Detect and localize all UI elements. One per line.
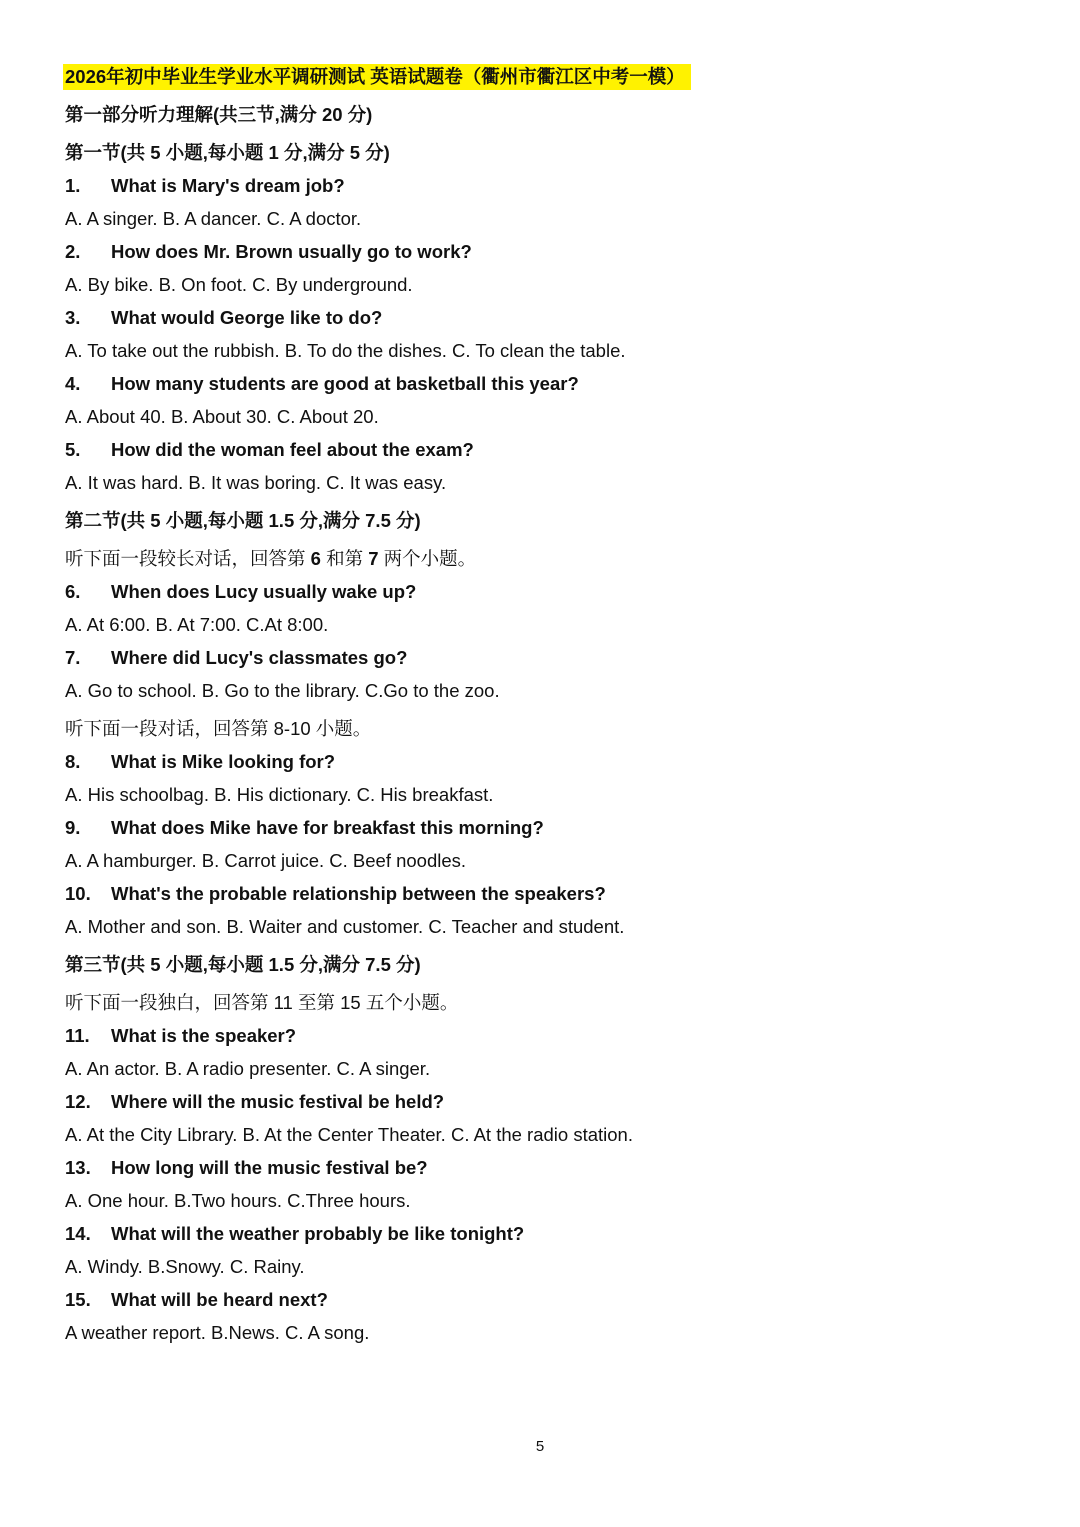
question-4 — [65, 371, 1025, 397]
question-text: What will the weather probably be like tonight? — [111, 1223, 525, 1244]
question-text: What will be heard next? — [111, 1289, 328, 1310]
question-12 — [65, 1089, 1025, 1115]
question-2 — [65, 239, 1025, 265]
question-6-options: A. At 6:00. B. At 7:00. C.At 8:00. — [65, 614, 329, 635]
question-6 — [65, 579, 1025, 605]
question-13 — [65, 1155, 1025, 1181]
question-number: 1. — [65, 175, 81, 196]
question-12-options: A. At the City Library. B. At the Center Theater. C. At the radio station. — [65, 1124, 633, 1145]
question-1-options: A. A singer. B. A dancer. C. A doctor. — [65, 208, 362, 229]
exam-title: 2026年初中毕业生学业水平调研测试 英语试题卷（衢州市衢江区中考一模） — [63, 64, 691, 90]
question-9-options: A. A hamburger. B. Carrot juice. C. Beef noodles. — [65, 850, 467, 871]
question-number: 15. — [65, 1289, 91, 1310]
question-text: What's the probable relationship between the speakers? — [111, 883, 606, 904]
section-2-heading: 第二节(共 5 小题,每小题 1.5 分,满分 7.5 分) — [65, 510, 421, 531]
question-number: 12. — [65, 1091, 91, 1112]
question-number: 14. — [65, 1223, 91, 1244]
part-heading: 第一部分听力理解(共三节,满分 20 分) — [65, 104, 373, 125]
question-3 — [65, 305, 1025, 331]
question-number: 2. — [65, 241, 81, 262]
question-number: 5. — [65, 439, 81, 460]
question-number: 13. — [65, 1157, 91, 1178]
question-text: How many students are good at basketball this year? — [111, 373, 579, 394]
question-text: What is Mike looking for? — [111, 751, 336, 772]
question-11-options: A. An actor. B. A radio presenter. C. A singer. — [65, 1058, 431, 1079]
question-3-options: A. To take out the rubbish. B. To do the dishes. C. To clean the table. — [65, 340, 626, 361]
question-text: Where did Lucy's classmates go? — [111, 647, 408, 668]
question-text: What is Mary's dream job? — [111, 175, 345, 196]
question-number: 9. — [65, 817, 81, 838]
question-number: 4. — [65, 373, 81, 394]
question-7-options: A. Go to school. B. Go to the library. C.Go to the zoo. — [65, 680, 500, 701]
question-number: 7. — [65, 647, 81, 668]
question-8 — [65, 749, 1025, 775]
question-15-options: A weather report. B.News. C. A song. — [65, 1322, 370, 1343]
question-text: Where will the music festival be held? — [111, 1091, 445, 1112]
question-13-options: A. One hour. B.Two hours. C.Three hours. — [65, 1190, 411, 1211]
question-9 — [65, 815, 1025, 841]
question-text: How long will the music festival be? — [111, 1157, 428, 1178]
exam-page — [65, 64, 1025, 1346]
question-7 — [65, 645, 1025, 671]
question-15 — [65, 1287, 1025, 1313]
question-number: 11. — [65, 1025, 90, 1046]
question-text: How does Mr. Brown usually go to work? — [111, 241, 472, 262]
question-2-options: A. By bike. B. On foot. C. By underground. — [65, 274, 413, 295]
question-number: 6. — [65, 581, 81, 602]
question-5 — [65, 437, 1025, 463]
instruction-3: 听下面一段独白，回答第 11 至第 15 五个小题。 — [65, 992, 459, 1013]
section-1-heading: 第一节(共 5 小题,每小题 1 分,满分 5 分) — [65, 142, 390, 163]
section-3-heading: 第三节(共 5 小题,每小题 1.5 分,满分 7.5 分) — [65, 954, 421, 975]
question-number: 3. — [65, 307, 81, 328]
question-8-options: A. His schoolbag. B. His dictionary. C. His breakfast. — [65, 784, 494, 805]
question-4-options: A. About 40. B. About 30. C. About 20. — [65, 406, 379, 427]
question-14 — [65, 1221, 1025, 1247]
question-text: What is the speaker? — [111, 1025, 297, 1046]
question-1 — [65, 173, 1025, 199]
question-5-options: A. It was hard. B. It was boring. C. It was easy. — [65, 472, 447, 493]
question-14-options: A. Windy. B.Snowy. C. Rainy. — [65, 1256, 305, 1277]
question-number: 10. — [65, 883, 91, 904]
question-10 — [65, 881, 1025, 907]
page-number: 5 — [535, 1438, 545, 1455]
question-text: What would George like to do? — [111, 307, 383, 328]
instruction-1: 听下面一段较长对话，回答第 6 和第 7 两个小题。 — [65, 548, 477, 569]
question-text: What does Mike have for breakfast this morning? — [111, 817, 544, 838]
question-number: 8. — [65, 751, 81, 772]
question-11 — [65, 1023, 1025, 1049]
question-text: When does Lucy usually wake up? — [111, 581, 417, 602]
question-text: How did the woman feel about the exam? — [111, 439, 474, 460]
instruction-2: 听下面一段对话，回答第 8-10 小题。 — [65, 718, 372, 739]
question-10-options: A. Mother and son. B. Waiter and customer. C. Teacher and student. — [65, 916, 625, 937]
